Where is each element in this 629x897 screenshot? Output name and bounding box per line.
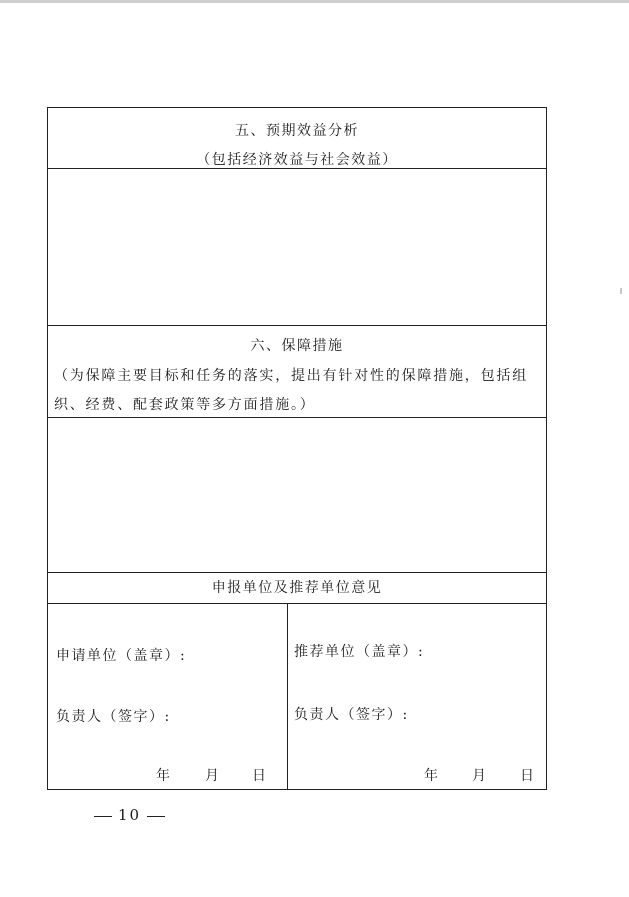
applicant-month-label: 月	[205, 768, 221, 784]
scan-edge-mark	[620, 288, 622, 294]
application-form-table	[47, 107, 547, 790]
scan-top-edge	[0, 0, 629, 3]
recommender-person-label: 负责人（签字）:	[294, 707, 409, 723]
section5-title: 五、预期效益分析	[235, 123, 359, 139]
section6-desc-line1: （为保障主要目标和任务的落实，提出有针对性的保障措施，包括组	[54, 368, 528, 384]
recommender-unit-label: 推荐单位（盖章）:	[294, 644, 425, 660]
recommender-day-label: 日	[520, 768, 536, 784]
recommender-month-label: 月	[472, 768, 488, 784]
recommender-year-label: 年	[424, 768, 440, 784]
opinion-title: 申报单位及推荐单位意见	[211, 580, 383, 596]
divider-section6-start	[48, 325, 546, 326]
page-number-value: 10	[118, 806, 142, 824]
section6-title: 六、保障措施	[250, 338, 344, 354]
section5-content-area[interactable]	[48, 169, 546, 324]
opinion-column-divider	[287, 603, 288, 789]
page-number-right-dash	[147, 816, 165, 817]
divider-opinion-header	[48, 603, 546, 604]
section5-subtitle: （包括经济效益与社会效益）	[196, 152, 398, 168]
applicant-year-label: 年	[156, 768, 172, 784]
applicant-person-label: 负责人（签字）:	[56, 709, 171, 725]
page-number	[88, 806, 171, 824]
section6-content-area[interactable]	[48, 418, 546, 571]
divider-opinion-start	[48, 572, 546, 573]
applicant-unit-label: 申请单位（盖章）:	[56, 648, 187, 664]
applicant-day-label: 日	[252, 768, 268, 784]
page-number-left-dash	[94, 816, 112, 817]
section6-desc-line2: 织、经费、配套政策等多方面措施。）	[54, 397, 316, 413]
